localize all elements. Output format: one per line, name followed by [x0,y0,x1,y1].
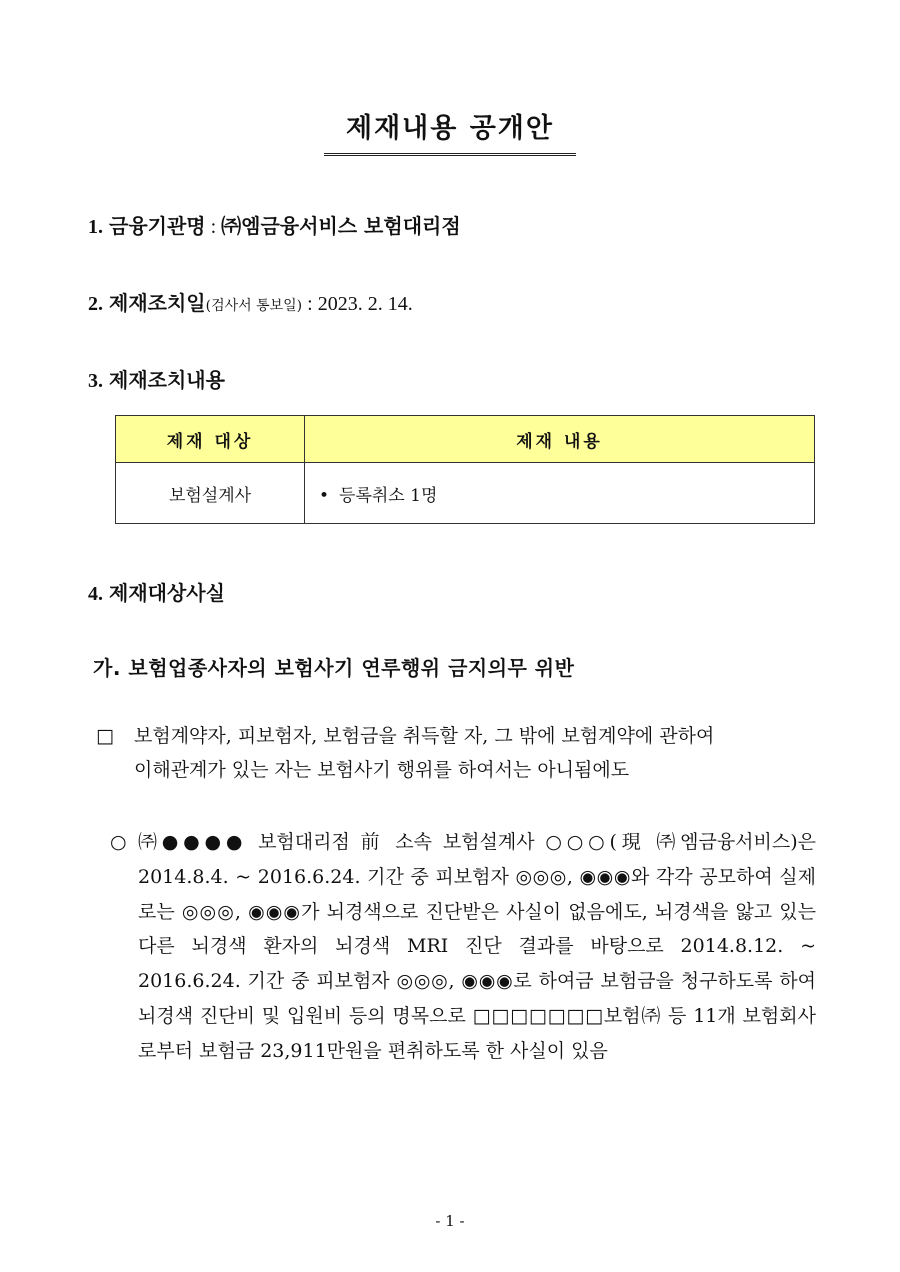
section-separator: : [205,216,222,238]
square-bullet-icon: □ [96,725,114,747]
violation-text: ㈜●●●● 보험대리점 前 소속 보험설계사 ○○○(現 ㈜엠금융서비스)은 2014.8.4. ~ 2016.6.24. 기간 중 피보험자 ◎◎◎, ◉◉◉와 각각 공모하여 실제로는 ◎◎◎, ◉◉◉가 뇌경색으로 진단받은 사실이 없음에도, 뇌경색을 앓고 있는 다른 뇌경색 환자의 뇌경색 MRI 진단 결과를 바탕으로 2014.8.12. ~ 2016.6.24. 기간 중 피보험자 ◎◎◎, ◉◉◉로 하여금 보험금을 청구하도록 하여 뇌경색 진단비 및 입원비 등의 명목으로 □□□□□□□보험㈜ 등 11개 보험회사로부터 보험금 23,911만원을 편취하도록 한 사실이 있음 [138,831,816,1062]
document-title: 제재내용 공개안 [324,106,576,156]
table-header-target: 제재 대상 [116,416,305,463]
table-cell-content [305,463,815,524]
section-note: (검사서 통보일) [205,298,303,314]
section-label: 금융기관명 [109,214,206,238]
sanction-date: 2023. 2. 14. [317,293,413,315]
subsection-heading: 가. 보험업종사자의 보험사기 연루행위 금지의무 위반 [93,656,575,680]
section-number: 1. [88,216,103,238]
sanction-detail: 등록취소 1명 [339,485,438,506]
table-header-row [116,416,815,463]
section-separator: : [302,293,318,315]
table-cell-target: 보험설계사 [116,463,305,524]
paragraph-line: 보험계약자, 피보험자, 보험금을 취득할 자, 그 밖에 보험계약에 관하여 [134,725,715,747]
section-label: 제재조치일 [109,291,206,315]
page-number: - 1 - [435,1212,465,1230]
paragraph-violation [110,825,816,1069]
section-number: 3. [88,370,103,392]
section-sanction-date [88,287,413,316]
bullet-icon: • [319,485,330,506]
table-header-content: 제재 내용 [305,416,815,463]
section-label: 제재대상사실 [109,581,225,605]
section-number: 4. [88,583,103,605]
paragraph-principle [96,719,816,787]
section-number: 2. [88,293,103,315]
sanction-table [115,415,815,524]
institution-name: ㈜엠금융서비스 보험대리점 [221,214,461,238]
table-row [116,463,815,524]
section-facts [88,577,225,606]
section-sanction-content [88,364,225,393]
paragraph-line: 이해관계가 있는 자는 보험사기 행위를 하여서는 아니됨에도 [134,759,630,781]
title-wrap [0,106,900,156]
circle-bullet-icon: ○ [110,831,127,853]
section-label: 제재조치내용 [109,368,225,392]
section-institution [88,210,461,239]
